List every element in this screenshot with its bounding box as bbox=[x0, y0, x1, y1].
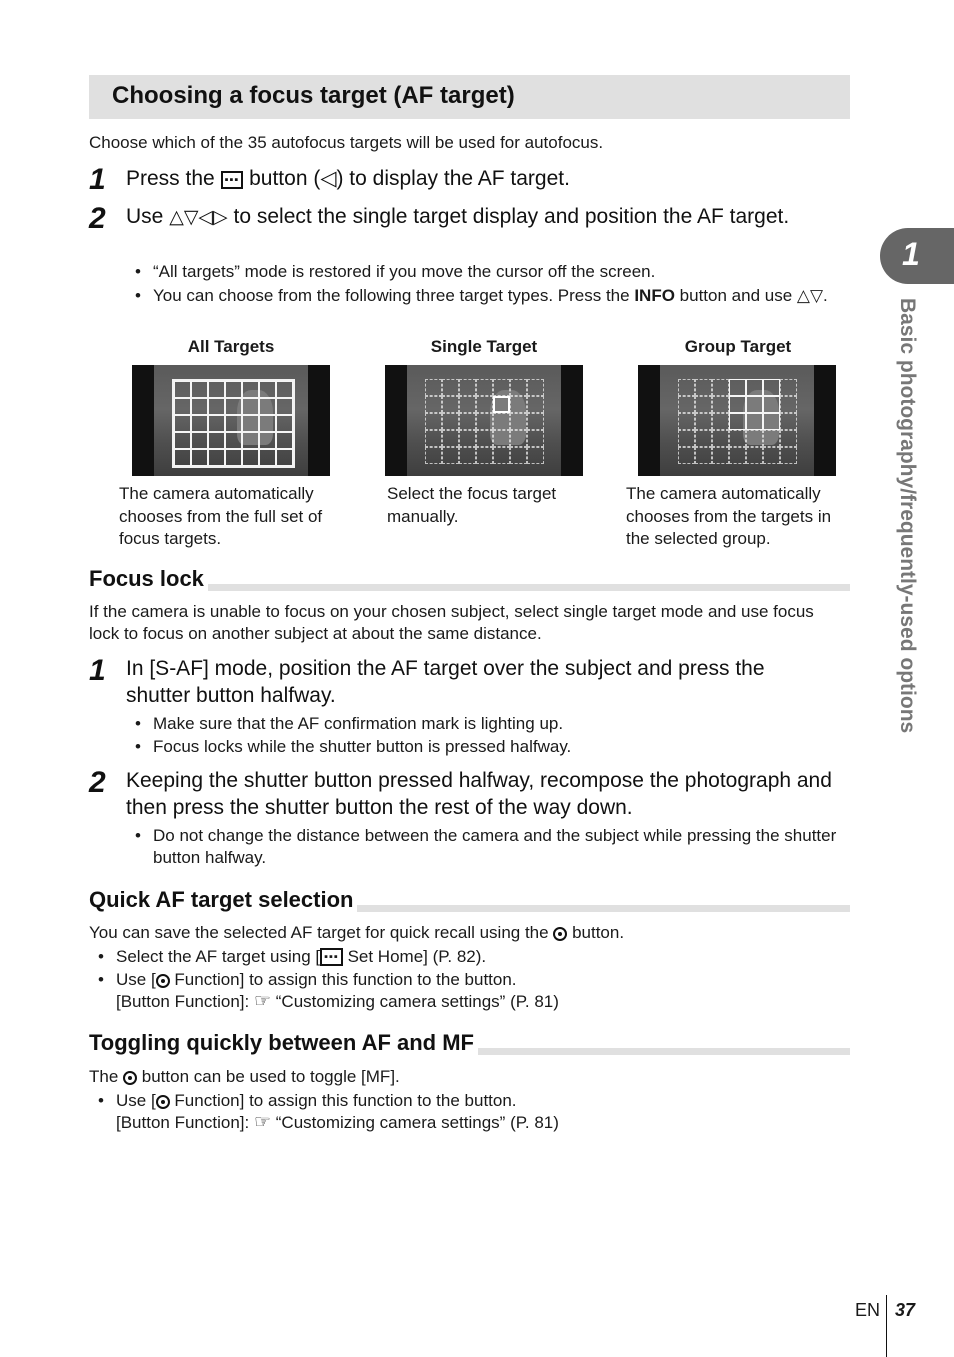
reference-hand-icon: ☞ bbox=[253, 991, 272, 1012]
af-grid-cell bbox=[695, 447, 712, 464]
fn-target-icon bbox=[156, 974, 170, 988]
af-grid-cell bbox=[208, 415, 225, 432]
af-grid-cell bbox=[678, 396, 695, 413]
af-grid-cell bbox=[191, 398, 208, 415]
af-grid-cell bbox=[442, 413, 459, 430]
af-grid-cell bbox=[225, 398, 242, 415]
af-grid-cell bbox=[695, 396, 712, 413]
af-grid-cell bbox=[493, 379, 510, 396]
af-grid-cell bbox=[493, 447, 510, 464]
bullet-item: • Select the AF target using [ ▪▪▪ Set Home] (P. 82). bbox=[116, 946, 486, 968]
bullet-item: • “All targets” mode is restored if you move the cursor off the screen. bbox=[153, 261, 655, 283]
af-grid-cell bbox=[729, 447, 746, 464]
af-grid-cell bbox=[780, 379, 797, 396]
af-grid-cell bbox=[678, 447, 695, 464]
af-grid-cell bbox=[780, 396, 797, 413]
af-grid-cell bbox=[527, 430, 544, 447]
focus-lock-heading: Focus lock bbox=[89, 566, 208, 592]
up-down-arrow-icon: △▽ bbox=[796, 286, 824, 305]
af-grid-cell bbox=[763, 430, 780, 447]
af-grid-cell bbox=[225, 449, 242, 466]
af-grid-cell bbox=[442, 379, 459, 396]
step-number: 2 bbox=[89, 202, 106, 235]
page-title: Choosing a focus target (AF target) bbox=[112, 82, 515, 109]
chapter-tab bbox=[880, 228, 954, 284]
toggle-intro: The button can be used to toggle [MF]. bbox=[89, 1067, 400, 1086]
chapter-number: 1 bbox=[902, 236, 920, 272]
af-grid-cell bbox=[191, 432, 208, 449]
af-grid-cell bbox=[442, 396, 459, 413]
af-grid-cell bbox=[174, 432, 191, 449]
step-number: 1 bbox=[89, 654, 106, 687]
af-grid-cell bbox=[510, 413, 527, 430]
fn-target-icon bbox=[553, 927, 567, 941]
af-grid-cell bbox=[712, 413, 729, 430]
af-grid-cell bbox=[712, 379, 729, 396]
af-grid-cell bbox=[225, 432, 242, 449]
language-code: EN bbox=[855, 1300, 881, 1320]
af-grid-cell bbox=[780, 413, 797, 430]
all-targets-description: The camera automatically chooses from the full set of focus targets. bbox=[119, 484, 323, 548]
af-grid-cell bbox=[174, 415, 191, 432]
caption-single-target: Single Target bbox=[430, 337, 538, 356]
af-grid-cell bbox=[259, 381, 276, 398]
step-text: Keeping the shutter button pressed halfway, recompose the photograph and then press the shutter button the rest of the way down. bbox=[126, 769, 832, 819]
fn-target-icon bbox=[156, 1095, 170, 1109]
af-grid-cell bbox=[712, 396, 729, 413]
caption-group-target: Group Target bbox=[684, 337, 792, 356]
footer-divider bbox=[886, 1295, 887, 1357]
af-grid-cell bbox=[259, 398, 276, 415]
single-target-description: Select the focus target manually. bbox=[387, 484, 557, 526]
af-grid-cell bbox=[510, 396, 527, 413]
af-grid-cell bbox=[476, 447, 493, 464]
left-arrow-icon: ◁ bbox=[320, 167, 337, 190]
af-grid-cell bbox=[208, 432, 225, 449]
af-grid bbox=[172, 379, 295, 468]
af-grid-cell bbox=[476, 396, 493, 413]
af-grid-cell bbox=[442, 430, 459, 447]
info-button-label: INFO bbox=[634, 286, 675, 305]
af-grid-cell bbox=[780, 430, 797, 447]
af-grid-cell bbox=[191, 449, 208, 466]
reference-hand-icon: ☞ bbox=[253, 1112, 272, 1133]
step-number: 2 bbox=[89, 766, 106, 799]
intro-text: Choose which of the 35 autofocus targets will be used for autofocus. bbox=[89, 133, 604, 152]
af-grid-cell bbox=[442, 447, 459, 464]
af-grid-cell bbox=[425, 430, 442, 447]
af-grid-cell bbox=[208, 381, 225, 398]
af-grid-cell bbox=[493, 430, 510, 447]
af-grid-cell bbox=[510, 447, 527, 464]
bullet-item: • Make sure that the AF confirmation mark is lighting up. bbox=[153, 713, 563, 735]
af-grid-cell bbox=[276, 381, 293, 398]
af-grid-cell bbox=[729, 396, 746, 413]
step-text: Use △▽◁▷ to select the single target display and position the AF target. bbox=[126, 205, 790, 228]
af-grid-cell bbox=[225, 415, 242, 432]
af-grid-cell bbox=[476, 413, 493, 430]
af-grid-cell bbox=[191, 415, 208, 432]
af-grid-cell bbox=[425, 413, 442, 430]
af-grid-cell bbox=[276, 398, 293, 415]
af-grid-cell bbox=[242, 415, 259, 432]
af-target-button-icon: ▪▪▪ bbox=[320, 948, 343, 966]
quick-af-heading: Quick AF target selection bbox=[89, 887, 357, 913]
af-grid-cell bbox=[746, 413, 763, 430]
af-grid-cell bbox=[746, 379, 763, 396]
af-grid-cell bbox=[695, 413, 712, 430]
af-grid-cell bbox=[763, 413, 780, 430]
bullet-item: • Use [ Function] to assign this function to the button. bbox=[116, 969, 517, 991]
af-grid-cell bbox=[259, 449, 276, 466]
af-grid-cell bbox=[174, 449, 191, 466]
af-grid-cell bbox=[678, 413, 695, 430]
af-grid-cell bbox=[276, 432, 293, 449]
af-grid-cell bbox=[746, 430, 763, 447]
af-grid-cell bbox=[459, 447, 476, 464]
af-grid-cell bbox=[276, 449, 293, 466]
fn-target-icon bbox=[123, 1071, 137, 1085]
af-grid-cell bbox=[527, 447, 544, 464]
step-text: Press the ▪▪▪ button (◁) to display the AF target. bbox=[126, 167, 570, 190]
group-target-description: The camera automatically chooses from the targets in the selected group. bbox=[626, 484, 832, 548]
af-grid-cell bbox=[527, 413, 544, 430]
single-target-illustration bbox=[385, 365, 583, 476]
af-grid-cell bbox=[459, 379, 476, 396]
af-grid-cell bbox=[729, 379, 746, 396]
af-grid-cell bbox=[493, 413, 510, 430]
af-grid-cell bbox=[425, 379, 442, 396]
af-grid-cell bbox=[746, 447, 763, 464]
focus-lock-intro: If the camera is unable to focus on your chosen subject, select single target mode and use focus lock to focus on another subject at about the same distance. bbox=[89, 602, 814, 643]
af-grid-cell bbox=[459, 430, 476, 447]
af-grid-cell bbox=[527, 396, 544, 413]
af-grid-cell bbox=[459, 413, 476, 430]
page-number: 37 bbox=[895, 1300, 916, 1320]
af-grid-cell bbox=[712, 447, 729, 464]
af-grid-cell bbox=[780, 447, 797, 464]
button-function-ref: [Button Function]: ☞ “Customizing camera settings” (P. 81) bbox=[116, 991, 559, 1012]
af-grid-cell bbox=[242, 449, 259, 466]
group-target-illustration bbox=[638, 365, 836, 476]
af-target-button-icon: ▪▪▪ bbox=[221, 171, 244, 189]
af-grid bbox=[425, 379, 544, 464]
bullet-item: • Focus locks while the shutter button is pressed halfway. bbox=[153, 736, 571, 758]
af-grid-cell bbox=[425, 396, 442, 413]
button-function-ref: [Button Function]: ☞ “Customizing camera settings” (P. 81) bbox=[116, 1112, 559, 1133]
af-grid-cell bbox=[493, 396, 510, 413]
af-grid-cell bbox=[476, 430, 493, 447]
af-grid-cell bbox=[276, 415, 293, 432]
af-grid-cell bbox=[242, 398, 259, 415]
af-grid-cell bbox=[259, 432, 276, 449]
af-grid-cell bbox=[712, 430, 729, 447]
af-grid-cell bbox=[678, 430, 695, 447]
af-grid-cell bbox=[174, 381, 191, 398]
af-grid-cell bbox=[208, 449, 225, 466]
af-grid-cell bbox=[191, 381, 208, 398]
caption-all-targets: All Targets bbox=[187, 337, 275, 356]
af-grid-cell bbox=[174, 398, 191, 415]
af-grid-cell bbox=[729, 413, 746, 430]
step-number: 1 bbox=[89, 163, 106, 196]
quick-af-intro: You can save the selected AF target for quick recall using the button. bbox=[89, 923, 625, 942]
af-grid-cell bbox=[763, 396, 780, 413]
af-grid-cell bbox=[746, 396, 763, 413]
arrow-pad-icon: △▽◁▷ bbox=[169, 207, 228, 228]
bullet-item: • Do not change the distance between the camera and the subject while pressing the shutter button halfway. bbox=[153, 825, 843, 869]
af-grid-cell bbox=[510, 430, 527, 447]
toggle-heading: Toggling quickly between AF and MF bbox=[89, 1030, 478, 1056]
bullet-item: • You can choose from the following three target types. Press the INFO button and use △▽. bbox=[153, 285, 843, 307]
af-grid-cell bbox=[459, 396, 476, 413]
af-grid-cell bbox=[242, 432, 259, 449]
af-grid-cell bbox=[695, 379, 712, 396]
af-grid-cell bbox=[527, 379, 544, 396]
af-grid-cell bbox=[242, 381, 259, 398]
af-grid-cell bbox=[729, 430, 746, 447]
af-grid-cell bbox=[476, 379, 493, 396]
section-title-bar bbox=[89, 75, 850, 119]
bullet-item: • Use [ Function] to assign this function to the button. bbox=[116, 1090, 517, 1112]
af-grid-cell bbox=[208, 398, 225, 415]
af-grid-cell bbox=[678, 379, 695, 396]
af-grid-cell bbox=[695, 430, 712, 447]
af-grid-cell bbox=[425, 447, 442, 464]
af-grid-cell bbox=[763, 447, 780, 464]
chapter-side-label: Basic photography/frequently-used options bbox=[896, 298, 919, 734]
af-grid bbox=[678, 379, 797, 464]
af-grid-cell bbox=[763, 379, 780, 396]
step-text: In [S-AF] mode, position the AF target over the subject and press the shutter button halfway. bbox=[126, 657, 765, 707]
all-targets-illustration bbox=[132, 365, 330, 476]
af-grid-cell bbox=[510, 379, 527, 396]
af-grid-cell bbox=[259, 415, 276, 432]
af-grid-cell bbox=[225, 381, 242, 398]
